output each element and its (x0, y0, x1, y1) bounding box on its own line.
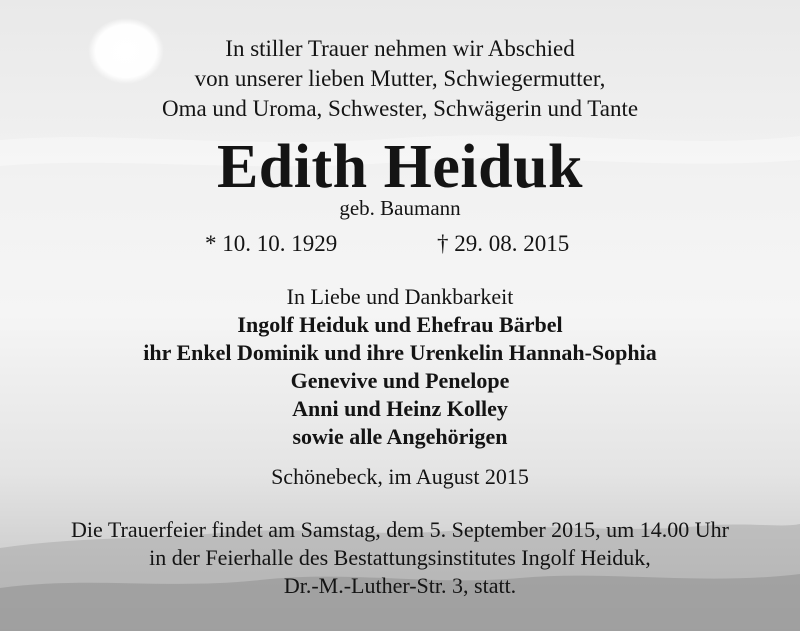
birth-date: * 10. 10. 1929 (205, 231, 338, 256)
mourner-line: Anni und Heinz Kolley (292, 396, 508, 421)
intro-line: von unserer lieben Mutter, Schwiegermutter, (194, 66, 606, 91)
deceased-name: Edith Heiduk (216, 133, 584, 201)
service-line: Dr.-M.-Luther-Str. 3, statt. (283, 573, 517, 598)
mourner-line: Ingolf Heiduk und Ehefrau Bärbel (237, 312, 563, 337)
funeral-service-info (0, 516, 800, 600)
service-line: in der Feierhalle des Bestattungsinstitutes Ingolf Heiduk, (149, 545, 651, 570)
intro-line: Oma und Uroma, Schwester, Schwägerin und Tante (161, 96, 639, 121)
intro-text (0, 34, 800, 124)
dedication-line: In Liebe und Dankbarkeit (286, 284, 514, 309)
mourners-list (0, 311, 800, 451)
place-and-date: Schönebeck, im August 2015 (271, 464, 529, 489)
maiden-name: geb. Baumann (339, 196, 461, 220)
service-line: Die Trauerfeier findet am Samstag, dem 5. September 2015, um 14.00 Uhr (70, 517, 730, 542)
intro-line: In stiller Trauer nehmen wir Abschied (225, 36, 575, 61)
mourner-line: ihr Enkel Dominik und ihre Urenkelin Hannah-Sophia (143, 340, 657, 365)
mourner-line: sowie alle Angehörigen (292, 424, 508, 449)
mourner-line: Genevive und Penelope (290, 368, 510, 393)
death-date: † 29. 08. 2015 (437, 231, 570, 256)
